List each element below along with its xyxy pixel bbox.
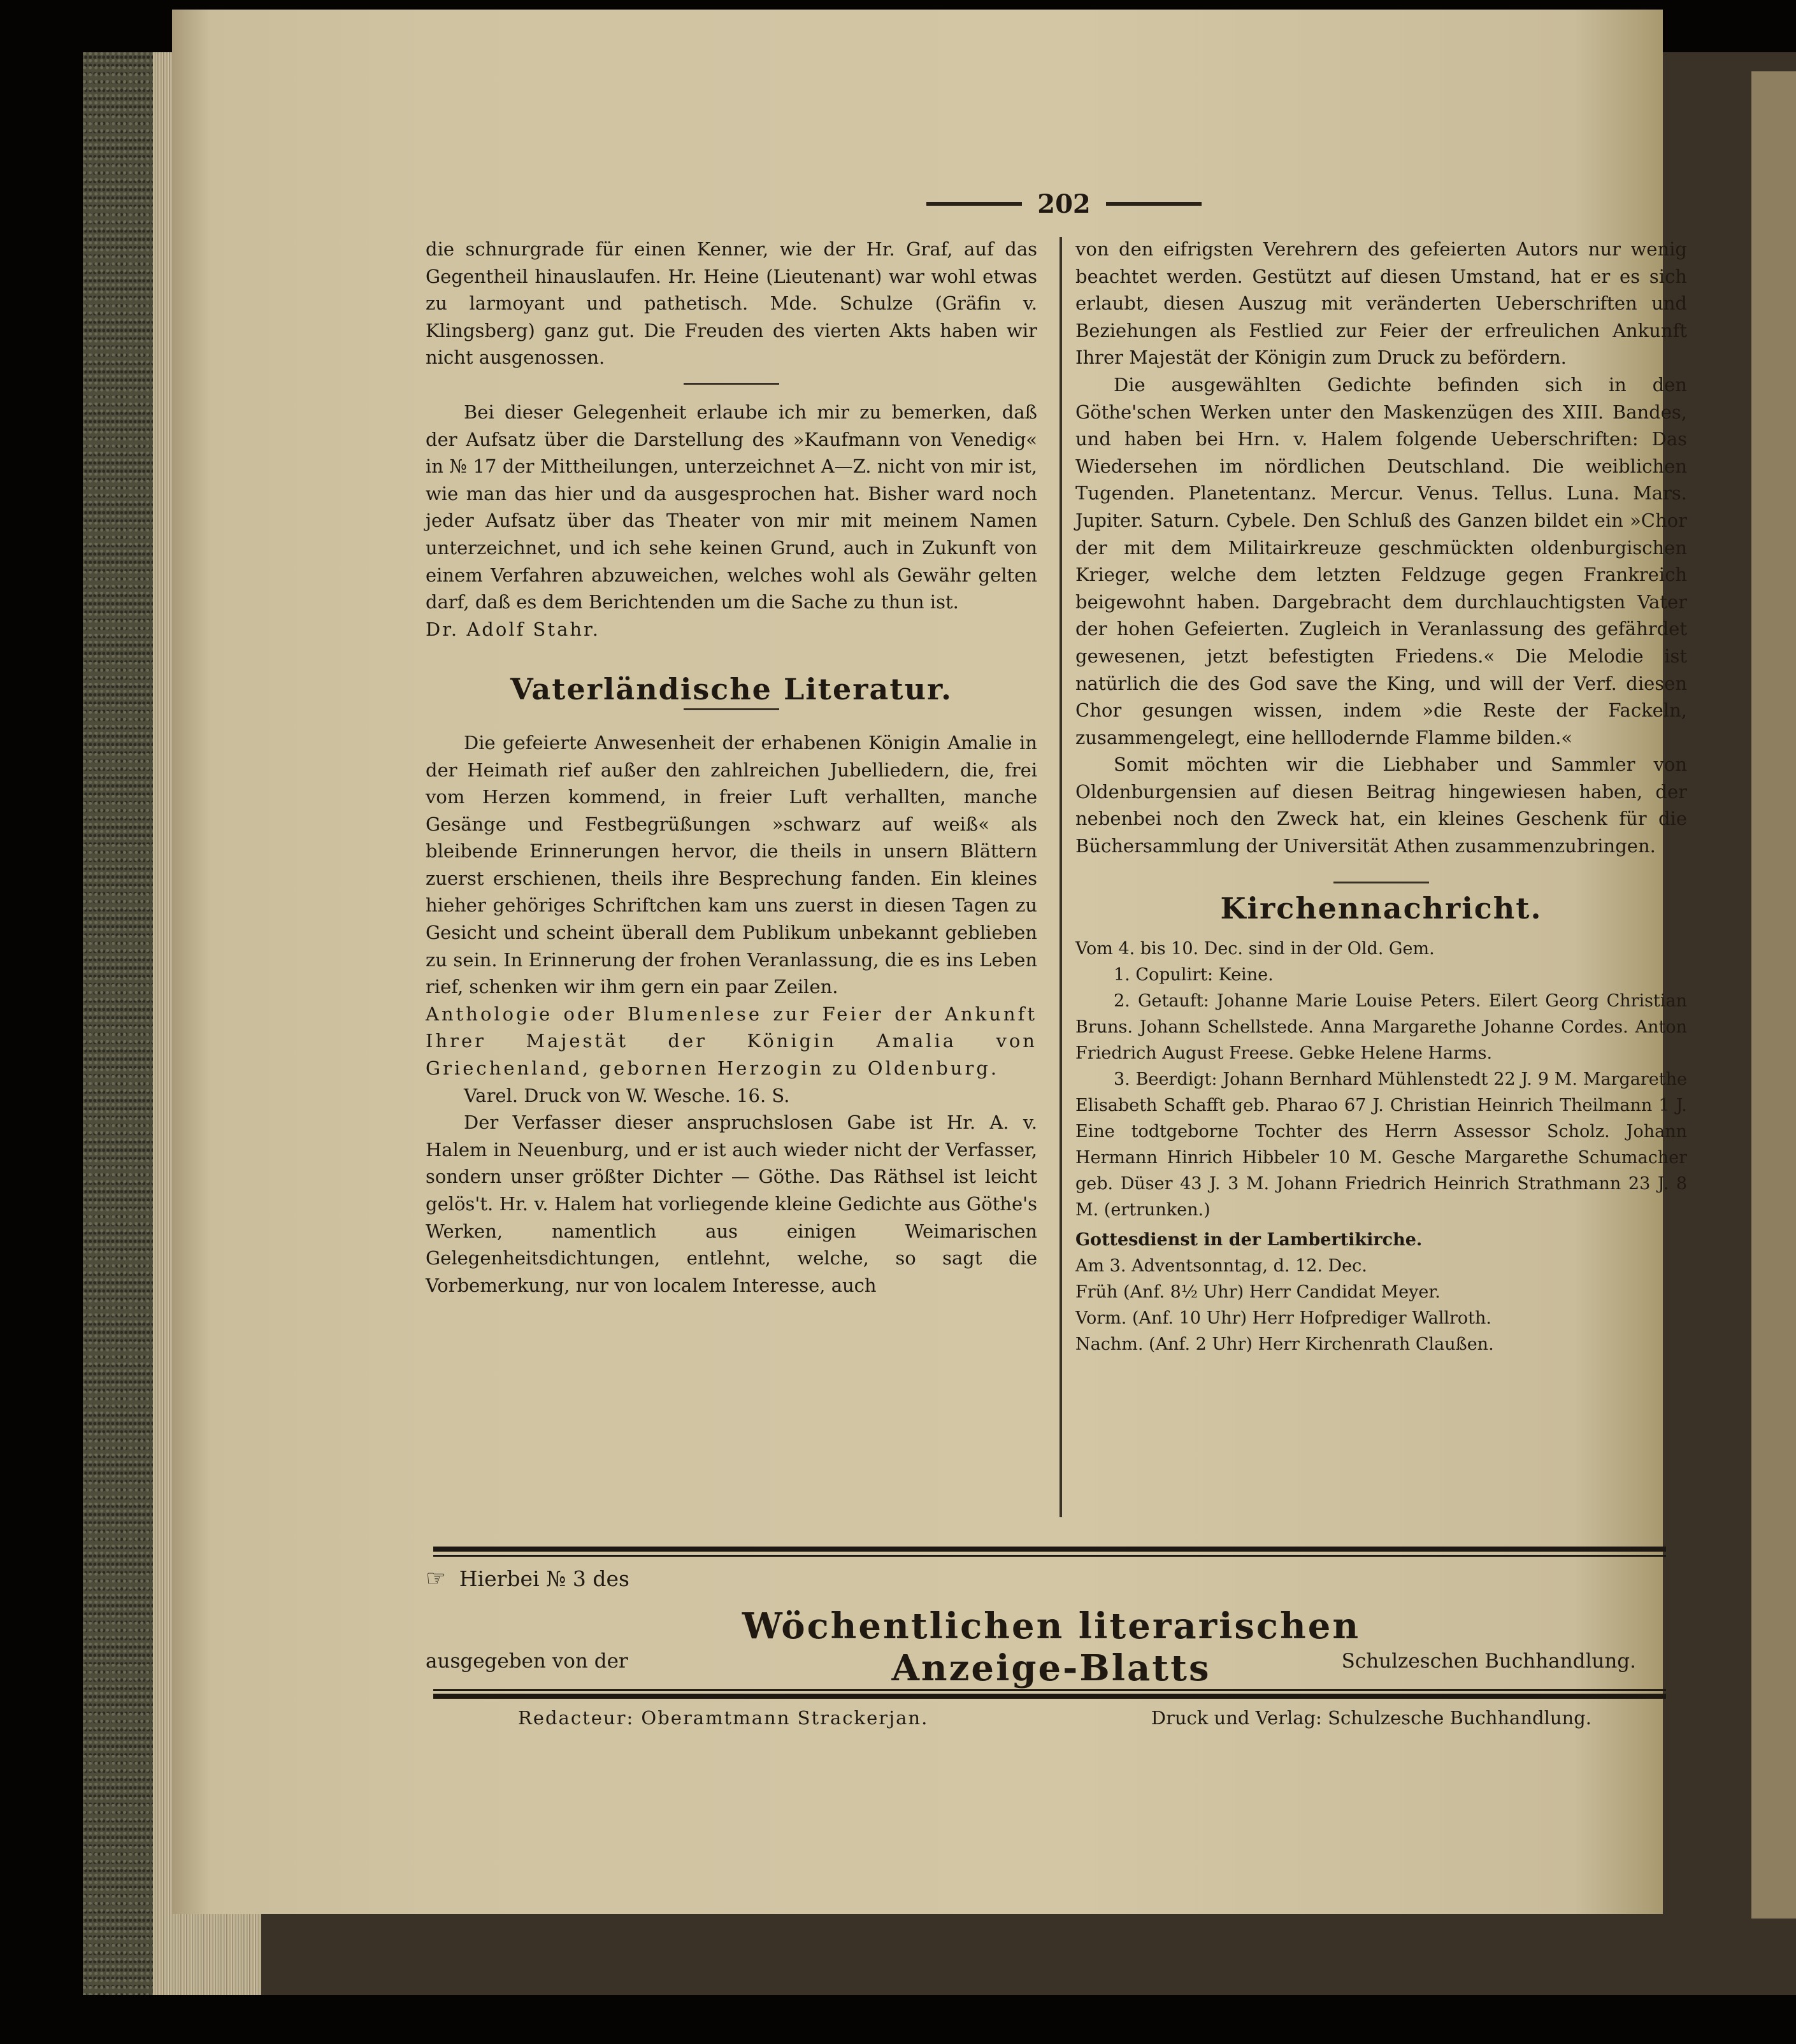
signature: Dr. Adolf Stahr. (426, 618, 600, 640)
service-heading: Gottesdienst in der Lambertikirche. (1075, 1230, 1423, 1250)
left-paragraph-3: Die gefeierte Anwesenheit der erhabenen Königin Amalie in der Heimath rief außer den zahlreichen Jubelliedern, die, frei vom Herzen kommend, in freier Luft verhallten, manche Gesänge und Festbegrüßungen »schwarz auf weiß« als bleibende Erinnerungen hervor, die theils in unsern Blättern zuerst erschienen, theils ihre Besprechung fanden. Ein kleines hieher gehöriges Schriftchen kam uns zuerst in diesen Tagen zu Gesicht und scheint überall dem Publikum unbekannt geblieben zu sein. In Erinnerung der frohen Veranlassung, die es ins Leben rief, schenken wir ihm gern ein paar Zeilen. (426, 731, 1037, 998)
supplement-publisher-line (426, 1650, 1674, 1673)
supplement-notice (426, 1566, 1674, 1592)
church-heading: Kirchennachricht. (1220, 890, 1542, 926)
right-paragraph-2: Die ausgewählten Gedichte befinden sich in den Göthe'schen Werken unter den Maskenzügen des XIII. Bandes, und haben bei Hrn. v. Halem folgende Ueberschriften: Das Wiedersehen im nördlichen Deutschland. Die weiblichen Tugenden. Planetentanz. Mercur. Venus. Tellus. Luna. Mars. Jupiter. Saturn. Cybele. Den Schluß des Ganzen bildet ein »Chor der mit dem Militairkreuze geschmückten oldenburgischen Krieger, welche dem letzten Feldzuge gegen Frankreich beigewohnt haben. Dargebracht dem durchlauchtigsten Vater der hohen Gefeierten. Zugleich in Veranlassung des gefährdet gewesenen, jetzt befestigten Friedens.« Die Melodie ist natürlich die des God save the King, und will der Verf. diesen Chor gesungen wissen, indem »die Reste der Fackeln, zusammengelegt, eine helllodernde Flamme bilden.« (1075, 373, 1687, 748)
service-early: Früh (Anf. 8½ Uhr) Herr Candidat Meyer. (1075, 1282, 1440, 1303)
church-intro: Vom 4. bis 10. Dec. sind in der Old. Gem. (1075, 939, 1435, 959)
left-paragraph-2: Bei dieser Gelegenheit erlaube ich mir zu bemerken, daß der Aufsatz über die Darstellung des »Kaufmann von Venedig« in № 17 der Mittheilungen, unterzeichnet A—Z. nicht von mir ist, wie man das hier und da ausgesprochen hat. Bisher ward noch jeder Aufsatz über das Theater von mir mit meinem Namen unterzeichnet, und ich sehe keinen Grund, auch in Zukunft von einem Verfahren abzuweichen, welches wohl als Gewähr gelten darf, daß es dem Berichtenden um die Sache zu thun ist. (426, 401, 1037, 613)
right-paragraph-3: Somit möchten wir die Liebhaber und Sammler von Oldenburgensien auf diesen Beitrag hingewiesen haben, der nebenbei noch den Zweck hat, ein kleines Geschenk für die Büchersammlung der Universität Athen zusammenzubringen. (1075, 754, 1687, 857)
footer-rule-top (433, 1547, 1666, 1552)
section-heading: Vaterländische Literatur. (510, 672, 953, 707)
left-paragraph-1: die schnurgrade für einen Kenner, wie der Hr. Graf, auf das Gegentheil hinauslaufen. Hr. Heine (Lieutenant) war wohl etwas zu larmoyant und pathetisch. Mde. Schulze (Gräfin v. Klingsberg) ganz gut. Die Freuden des vierten Akts haben wir nicht ausgenossen. (426, 238, 1037, 369)
header-rule-left (926, 202, 1022, 206)
left-paragraph-4: Der Verfasser dieser anspruchslosen Gabe ist Hr. A. v. Halem in Neuenburg, und er ist auch wieder nicht der Verfasser, sondern unser größter Dichter — Göthe. Das Räthsel ist leicht gelös't. Hr. v. Halem hat vorliegende kleine Gedichte aus Göthe's Werken, namentlich aus einigen Weimarischen Gelegenheitsdichtungen, entlehnt, welche, so sagt die Vorbemerkung, nur von localem Interesse, auch (426, 1111, 1037, 1296)
left-column (426, 236, 1037, 1299)
header-rule-right (1106, 202, 1202, 206)
imprint-line (426, 1707, 1674, 1729)
right-column (1075, 236, 1687, 1357)
pointing-hand-icon: ☞ (426, 1566, 447, 1592)
church-getauft: 2. Getauft: Johanne Marie Louise Peters. Eilert Georg Christian Bruns. Johann Schellstede. Anna Margarethe Johanne Cordes. Anton Friedrich August Freese. Gebke Helene Harms. (1075, 991, 1687, 1064)
footer-rule-top-thin (433, 1555, 1666, 1557)
page-header (898, 188, 1230, 220)
column-divider (1060, 237, 1062, 1517)
separator-rule (684, 383, 779, 385)
right-paragraph-1: von den eifrigsten Verehrern des gefeierten Autors nur wenig beachtet werden. Gestützt auf diesen Umstand, hat er es sich erlaubt, diesen Auszug mit veränderten Ueberschriften und Beziehungen als Festlied zur Feier der erfreulichen Ankunft Ihrer Majestät der Königin zum Druck zu befördern. (1075, 238, 1687, 369)
service-afternoon: Nachm. (Anf. 2 Uhr) Herr Kirchenrath Claußen. (1075, 1334, 1494, 1355)
publisher-credit: Druck und Verlag: Schulzesche Buchhandlung. (1151, 1707, 1591, 1729)
footer-rule-bottom-thin (433, 1689, 1666, 1691)
next-page-edge (1751, 71, 1796, 1919)
supplement-notice-text: Hierbei № 3 des (459, 1566, 629, 1591)
issued-by: ausgegeben von der (426, 1650, 628, 1673)
separator-rule-right (1333, 882, 1429, 883)
footer-rule-bottom (433, 1694, 1666, 1699)
page-number: 202 (1037, 189, 1091, 219)
service-date: Am 3. Adventsonntag, d. 12. Dec. (1075, 1256, 1367, 1276)
church-copulirt: 1. Copulirt: Keine. (1114, 965, 1274, 985)
supplement-title: Wöchentlichen literarischen Anzeige-Blatts (742, 1605, 1361, 1689)
heading-rule (684, 708, 779, 710)
spacer (426, 643, 1037, 668)
cover-edge (83, 52, 153, 1995)
service-morning: Vorm. (Anf. 10 Uhr) Herr Hofprediger Wallroth. (1075, 1308, 1491, 1329)
book-title: Anthologie oder Blumenlese zur Feier der Ankunft Ihrer Majestät der Königin Amalia von Griechenland, gebornen Herzogin zu Oldenburg. (426, 1003, 1037, 1080)
church-beerdigt: 3. Beerdigt: Johann Bernhard Mühlenstedt 22 J. 9 M. Margarethe Elisabeth Schafft geb. Pharao 67 J. Christian Heinrich Theilmann 1 J. Eine todtgeborne Tochter des Herrn Assessor Scholz. Johann Hermann Hinrich Hibbeler 10 M. Gesche Margarethe Schumacher geb. Düser 43 J. 3 M. Johann Friedrich Heinrich Strathmann 23 J. 8 M. (ertrunken.) (1075, 1069, 1687, 1220)
editor-credit: Redacteur: Oberamtmann Strackerjan. (518, 1707, 929, 1729)
book-imprint: Varel. Druck von W. Wesche. 16. S. (464, 1084, 790, 1106)
bookshop-name: Schulzeschen Buchhandlung. (1341, 1650, 1636, 1673)
